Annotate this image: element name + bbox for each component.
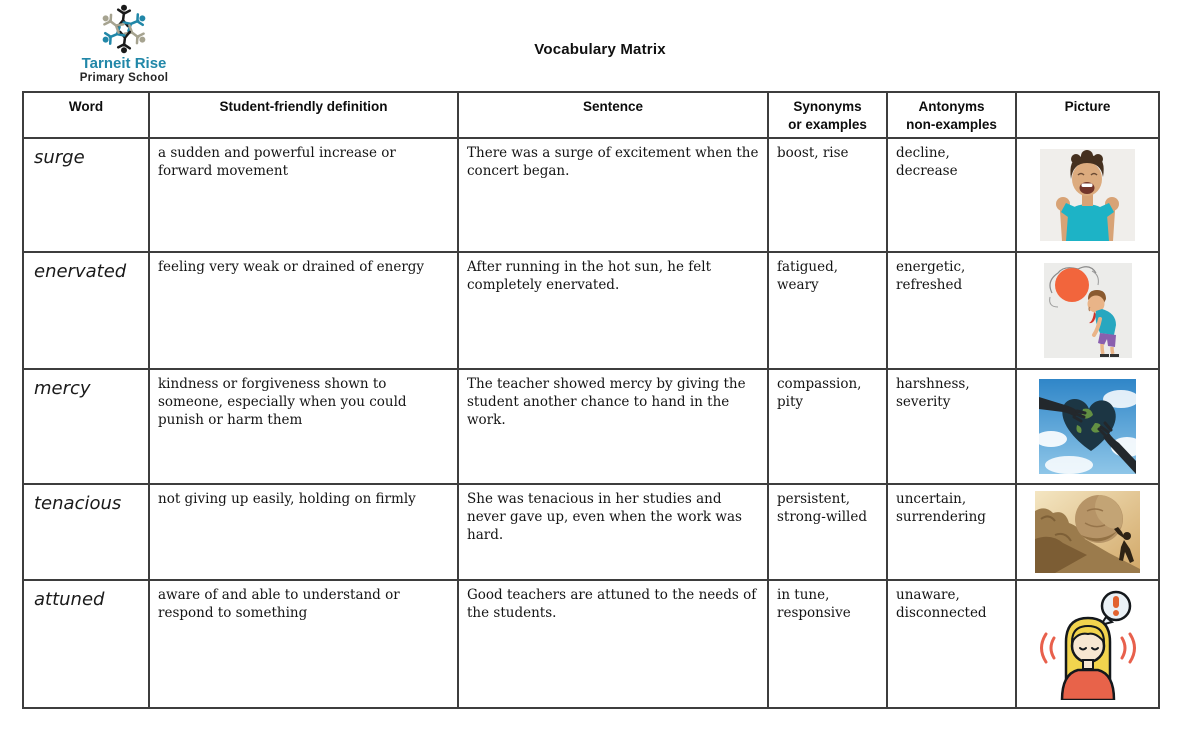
- picture-cell: [1016, 484, 1159, 580]
- word-cell: surge: [23, 138, 149, 252]
- excited-man-photo-icon: [1040, 149, 1135, 241]
- table-row-mercy: [23, 369, 1159, 484]
- antonyms-cell: harshness, severity: [887, 369, 1016, 484]
- column-sublabel: non-examples: [906, 116, 997, 132]
- definition-cell: aware of and able to understand or respond to something: [149, 580, 458, 708]
- column-label: Antonyms: [918, 99, 985, 114]
- column-label: Sentence: [582, 99, 644, 114]
- synonyms-cell: persistent, strong-willed: [768, 484, 887, 580]
- antonyms-cell: decline, decrease: [887, 138, 1016, 252]
- exhausted-man-sun-cartoon-icon: [1044, 263, 1132, 358]
- definition-cell: kindness or forgiveness shown to someone, especially when you could punish or harm them: [149, 369, 458, 484]
- sentence-cell: The teacher showed mercy by giving the student another chance to hand in the work.: [458, 369, 768, 484]
- hands-heart-earth-icon: [1039, 379, 1136, 474]
- antonyms-cell: uncertain, surrendering: [887, 484, 1016, 580]
- column-header-sentence: [458, 92, 768, 138]
- column-label: Picture: [1064, 99, 1111, 114]
- header-row: [23, 92, 1159, 138]
- school-type: Primary School: [79, 71, 169, 84]
- column-label: Synonyms: [793, 99, 862, 114]
- sentence-cell: She was tenacious in her studies and never gave up, even when the work was hard.: [458, 484, 768, 580]
- table-row-attuned: [23, 580, 1159, 708]
- word-cell: enervated: [23, 252, 149, 369]
- synonyms-cell: in tune, responsive: [768, 580, 887, 708]
- synonyms-cell: boost, rise: [768, 138, 887, 252]
- column-header-definition: [149, 92, 458, 138]
- table-row-surge: [23, 138, 1159, 252]
- column-header-picture: [1016, 92, 1159, 138]
- picture-cell: [1016, 580, 1159, 708]
- column-label: Student-friendly definition: [219, 99, 388, 114]
- column-label: Word: [68, 99, 104, 114]
- sentence-cell: After running in the hot sun, he felt completely enervated.: [458, 252, 768, 369]
- definition-cell: a sudden and powerful increase or forward movement: [149, 138, 458, 252]
- table-row-enervated: [23, 252, 1159, 369]
- antonyms-cell: energetic, refreshed: [887, 252, 1016, 369]
- column-header-synonyms: [768, 92, 887, 138]
- column-sublabel: or examples: [788, 116, 867, 132]
- synonyms-cell: fatigued, weary: [768, 252, 887, 369]
- table-row-tenacious: [23, 484, 1159, 580]
- sentence-cell: There was a surge of excitement when the concert began.: [458, 138, 768, 252]
- word-cell: tenacious: [23, 484, 149, 580]
- vocabulary-matrix-table: [22, 91, 1160, 709]
- word-cell: mercy: [23, 369, 149, 484]
- definition-cell: not giving up easily, holding on firmly: [149, 484, 458, 580]
- sentence-cell: Good teachers are attuned to the needs of the students.: [458, 580, 768, 708]
- page-title: Vocabulary Matrix: [534, 41, 666, 58]
- definition-cell: feeling very weak or drained of energy: [149, 252, 458, 369]
- picture-cell: [1016, 369, 1159, 484]
- antonyms-cell: unaware, disconnected: [887, 580, 1016, 708]
- listening-girl-icon: [1038, 588, 1138, 700]
- picture-cell: [1016, 138, 1159, 252]
- picture-cell: [1016, 252, 1159, 369]
- sisyphus-boulder-icon: [1035, 491, 1140, 573]
- school-name: Tarneit Rise: [81, 55, 167, 72]
- synonyms-cell: compassion, pity: [768, 369, 887, 484]
- column-header-word: [23, 92, 149, 138]
- column-header-antonyms: [887, 92, 1016, 138]
- word-cell: attuned: [23, 580, 149, 708]
